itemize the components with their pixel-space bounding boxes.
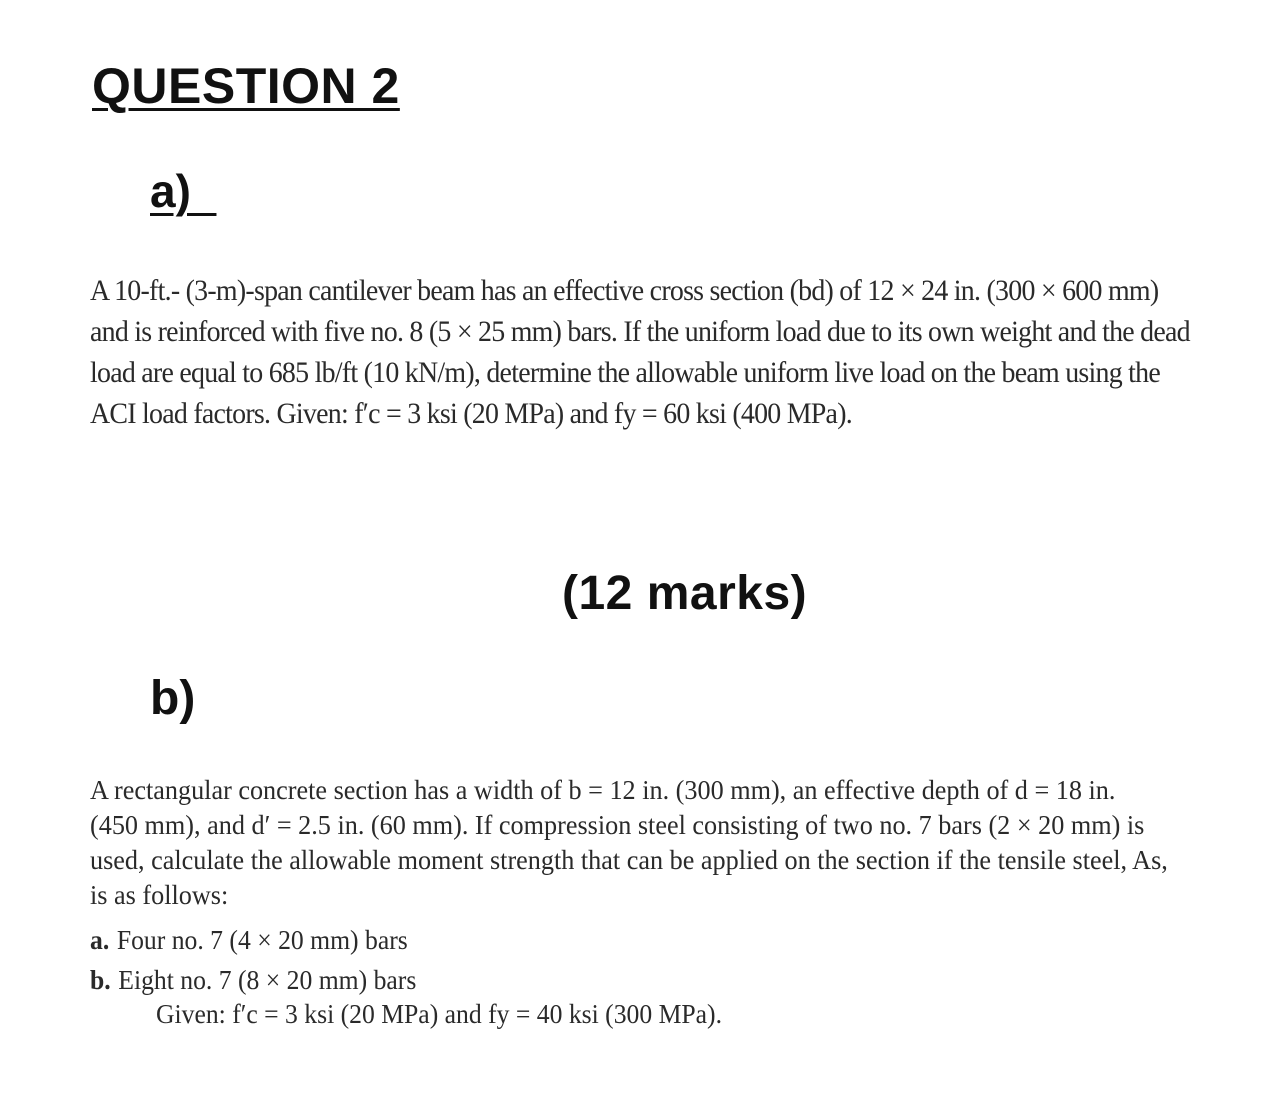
- part-a-label: a): [150, 165, 217, 217]
- list-item: [90, 960, 416, 1000]
- list-item: [90, 920, 416, 960]
- part-b-list: [90, 920, 416, 1000]
- part-a-line: A 10-ft.- (3-m)-span cantilever beam has an effective cross section (bd) of 12 × 24 in. (300 × 600 mm): [90, 274, 1159, 307]
- list-marker: b.: [90, 965, 111, 995]
- marks-label: (12 marks): [562, 567, 808, 620]
- part-a-line: ACI load factors. Given: f′c = 3 ksi (20 MPa) and fy = 60 ksi (400 MPa).: [90, 397, 852, 430]
- part-b-line: (450 mm), and d′ = 2.5 in. (60 mm). If compression steel consisting of two no. 7 bars (2 × 20 mm) is: [90, 810, 1145, 840]
- part-b-label: b): [150, 672, 196, 725]
- part-b-problem-text: [90, 773, 1168, 913]
- part-a-line: and is reinforced with five no. 8 (5 × 25 mm) bars. If the uniform load due to its own weight and the dead: [90, 315, 1190, 348]
- list-marker: a.: [90, 925, 110, 955]
- list-item-text: Four no. 7 (4 × 20 mm) bars: [116, 925, 408, 955]
- part-a-line: load are equal to 685 lb/ft (10 kN/m), determine the allowable uniform live load on the beam using the: [90, 356, 1161, 389]
- part-b-line: A rectangular concrete section has a width of b = 12 in. (300 mm), an effective depth of d = 18 in.: [90, 775, 1116, 805]
- list-item-text: Eight no. 7 (8 × 20 mm) bars: [118, 965, 417, 995]
- part-b-line: used, calculate the allowable moment strength that can be applied on the section if the tensile steel, As,: [90, 845, 1168, 875]
- part-b-given: Given: f′c = 3 ksi (20 MPa) and fy = 40 ksi (300 MPa).: [156, 999, 723, 1029]
- question-title: QUESTION 2: [92, 58, 400, 114]
- part-b-line: is as follows:: [90, 880, 229, 910]
- part-a-problem-text: [90, 270, 1201, 434]
